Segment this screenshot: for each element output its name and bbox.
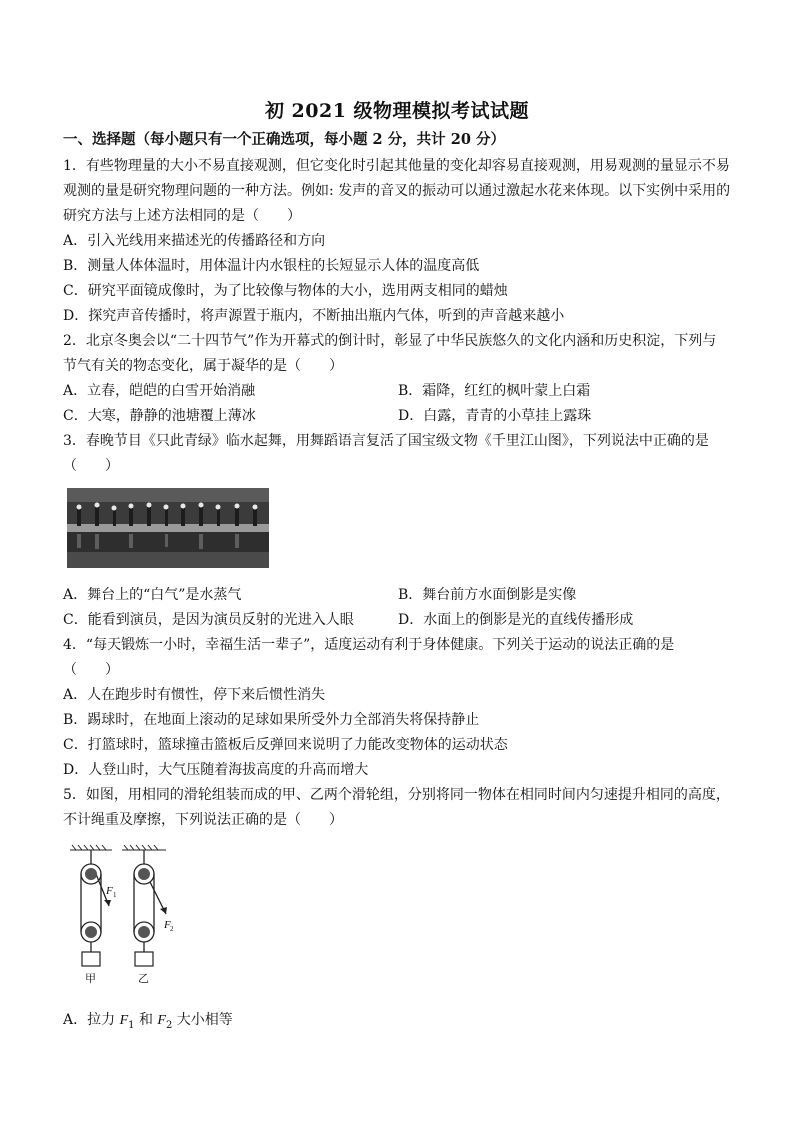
question-3-line: （ ） — [63, 458, 119, 474]
force-1-label: F — [106, 885, 113, 897]
label-yi: 乙 — [138, 972, 149, 985]
question-4-option: D．人登山时，大气压随着海拔高度的升高而增大 — [63, 762, 369, 778]
question-1-option: C．研究平面镜成像时，为了比较像与物体的大小，选用两支相同的蜡烛 — [63, 283, 508, 299]
option-a-mid: 和 — [134, 1012, 158, 1028]
force-2-label: F — [164, 919, 171, 931]
question-3-option: B．舞台前方水面倒影是实像 — [398, 587, 577, 603]
pulley-diagram — [66, 842, 174, 988]
question-2-line: 节气有关的物态变化，属于凝华的是（ ） — [63, 358, 343, 374]
question-2-option: A．立春，皑皑的白雪开始消融 — [63, 383, 256, 399]
question-3-option: C．能看到演员，是因为演员反射的光进入人眼 — [63, 612, 354, 628]
label-jia: 甲 — [85, 972, 96, 985]
question-5-line: 不计绳重及摩擦，下列说法正确的是（ ） — [63, 812, 343, 828]
force-1-subscript: 1 — [113, 891, 117, 899]
question-5-option-a — [63, 1010, 738, 1036]
option-a-prefix: A．拉力 — [63, 1012, 120, 1028]
question-1-option: A．引入光线用来描述光的传播路径和方向 — [63, 233, 326, 249]
option-a-f1-sub: 1 — [128, 1019, 135, 1031]
question-3-option: D．水面上的倒影是光的直线传播形成 — [398, 612, 634, 628]
question-2-option: D．白露，青青的小草挂上露珠 — [398, 408, 592, 424]
section-heading: 一、选择题（每小题只有一个正确选项，每小题 2 分，共计 20 分） — [63, 131, 505, 148]
question-1-option: D．探究声音传播时，将声源置于瓶内，不断抽出瓶内气体，听到的声音越来越小 — [63, 308, 565, 324]
force-2-subscript: 2 — [170, 925, 174, 933]
option-a-suffix: 大小相等 — [172, 1012, 233, 1028]
page-title: 初 2021 级物理模拟考试试题 — [264, 100, 530, 122]
question-4-option: A．人在跑步时有惯性，停下来后惯性消失 — [63, 687, 326, 703]
question-3-line: 3．春晚节目《只此青绿》临水起舞，用舞蹈语言复活了国宝级文物《千里江山图》，下列说法中正确的是 — [63, 433, 709, 449]
question-4-line: （ ） — [63, 662, 119, 678]
option-a-f1: F — [119, 1013, 129, 1028]
question-2-option: C．大寒，静静的池塘覆上薄冰 — [63, 408, 256, 424]
question-2-option: B．霜降，红红的枫叶蒙上白霜 — [398, 383, 591, 399]
option-a-f2: F — [157, 1013, 166, 1028]
question-1-line: 1．有些物理量的大小不易直接观测，但它变化时引起其他量的变化却容易直接观测，用易观测的量显示不易 — [63, 158, 730, 174]
question-4-option: C．打篮球时，篮球撞击篮板后反弹回来说明了力能改变物体的运动状态 — [63, 737, 508, 753]
question-4-option: B．踢球时，在地面上滚动的足球如果所受外力全部消失将保持静止 — [63, 712, 480, 728]
question-1-option: B．测量人体体温时，用体温计内水银柱的长短显示人体的温度高低 — [63, 258, 480, 274]
question-5-line: 5．如图，用相同的滑轮组装而成的甲、乙两个滑轮组，分别将同一物体在相同时间内匀速提升相同的高度， — [63, 787, 730, 803]
question-1-line: 研究方法与上述方法相同的是（ ） — [63, 208, 301, 224]
stage-photo — [67, 488, 269, 568]
question-2-line: 2．北京冬奥会以“二十四节气”作为开幕式的倒计时，彰显了中华民族悠久的文化内涵和历史积淀，下列与 — [63, 333, 717, 349]
question-4-line: 4．“每天锻炼一小时，幸福生活一辈子”，适度运动有利于身体健康。下列关于运动的说法正确的是 — [63, 637, 675, 653]
option-a-f2-sub: 2 — [165, 1019, 173, 1031]
question-1-line: 观测的量是研究物理问题的一种方法。例如: 发声的音叉的振动可以通过激起水花来体现。以下实例中采用的 — [63, 183, 731, 199]
question-3-option: A．舞台上的“白气”是水蒸气 — [63, 587, 242, 603]
